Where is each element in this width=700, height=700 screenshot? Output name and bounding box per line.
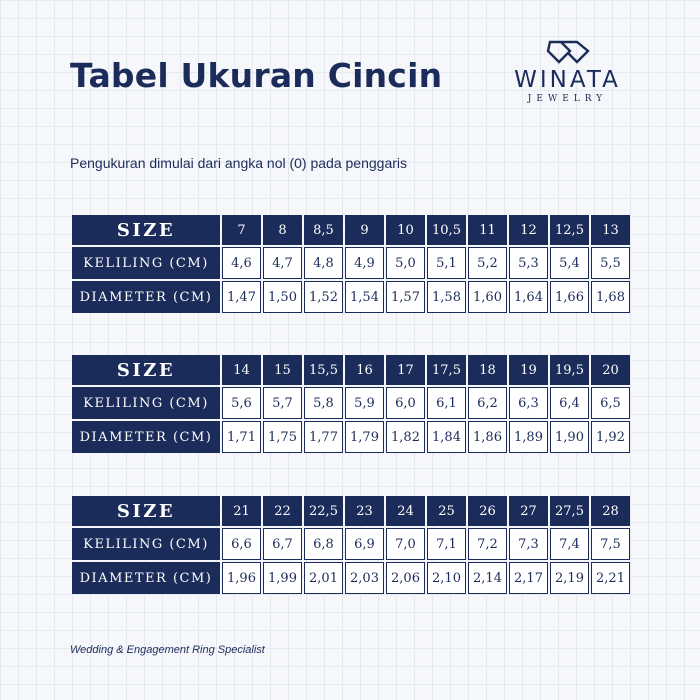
table-row-keliling bbox=[72, 387, 630, 419]
diameter-cell: 1,64 bbox=[509, 281, 548, 313]
row-header-size: SIZE bbox=[72, 355, 220, 385]
size-cell: 21 bbox=[222, 496, 261, 526]
diameter-cell: 2,17 bbox=[509, 562, 548, 594]
diameter-cell: 1,90 bbox=[550, 421, 589, 453]
row-header-size: SIZE bbox=[72, 215, 220, 245]
diameter-cell: 1,79 bbox=[345, 421, 384, 453]
table-row-size bbox=[72, 355, 630, 385]
row-header-diameter: DIAMETER (CM) bbox=[72, 562, 220, 594]
row-header-keliling: KELILING (CM) bbox=[72, 247, 220, 279]
diameter-cell: 1,58 bbox=[427, 281, 466, 313]
brand-name: WINATA bbox=[514, 67, 621, 93]
size-cell: 27 bbox=[509, 496, 548, 526]
diameter-cell: 2,19 bbox=[550, 562, 589, 594]
diameter-cell: 2,03 bbox=[345, 562, 384, 594]
tagline: Wedding & Engagement Ring Specialist bbox=[70, 644, 265, 656]
ring-size-table bbox=[70, 213, 632, 315]
keliling-cell: 5,7 bbox=[263, 387, 302, 419]
diameter-cell: 1,99 bbox=[263, 562, 302, 594]
keliling-cell: 5,2 bbox=[468, 247, 507, 279]
size-cell: 8,5 bbox=[304, 215, 343, 245]
size-cell: 17 bbox=[386, 355, 425, 385]
size-cell: 12 bbox=[509, 215, 548, 245]
diameter-cell: 1,57 bbox=[386, 281, 425, 313]
diameter-cell: 1,50 bbox=[263, 281, 302, 313]
size-cell: 17,5 bbox=[427, 355, 466, 385]
row-header-keliling: KELILING (CM) bbox=[72, 387, 220, 419]
ring-size-table bbox=[70, 353, 632, 455]
keliling-cell: 5,8 bbox=[304, 387, 343, 419]
diameter-cell: 1,92 bbox=[591, 421, 630, 453]
diameter-cell: 1,52 bbox=[304, 281, 343, 313]
keliling-cell: 4,8 bbox=[304, 247, 343, 279]
keliling-cell: 6,3 bbox=[509, 387, 548, 419]
brand-subtitle: JEWELRY bbox=[527, 94, 608, 104]
diameter-cell: 1,89 bbox=[509, 421, 548, 453]
keliling-cell: 4,7 bbox=[263, 247, 302, 279]
diameter-cell: 2,14 bbox=[468, 562, 507, 594]
size-cell: 7 bbox=[222, 215, 261, 245]
keliling-cell: 6,0 bbox=[386, 387, 425, 419]
keliling-cell: 7,1 bbox=[427, 528, 466, 560]
size-cell: 15,5 bbox=[304, 355, 343, 385]
keliling-cell: 6,1 bbox=[427, 387, 466, 419]
keliling-cell: 6,5 bbox=[591, 387, 630, 419]
diameter-cell: 1,71 bbox=[222, 421, 261, 453]
size-cell: 11 bbox=[468, 215, 507, 245]
diameter-cell: 1,66 bbox=[550, 281, 589, 313]
size-cell: 27,5 bbox=[550, 496, 589, 526]
size-cell: 14 bbox=[222, 355, 261, 385]
diameter-cell: 1,47 bbox=[222, 281, 261, 313]
row-header-diameter: DIAMETER (CM) bbox=[72, 421, 220, 453]
keliling-cell: 5,3 bbox=[509, 247, 548, 279]
ring-size-table bbox=[70, 494, 632, 596]
keliling-cell: 6,2 bbox=[468, 387, 507, 419]
diameter-cell: 1,75 bbox=[263, 421, 302, 453]
keliling-cell: 5,4 bbox=[550, 247, 589, 279]
keliling-cell: 5,9 bbox=[345, 387, 384, 419]
keliling-cell: 5,6 bbox=[222, 387, 261, 419]
size-cell: 19,5 bbox=[550, 355, 589, 385]
diameter-cell: 1,77 bbox=[304, 421, 343, 453]
diameter-cell: 1,68 bbox=[591, 281, 630, 313]
size-cell: 10,5 bbox=[427, 215, 466, 245]
diameter-cell: 1,96 bbox=[222, 562, 261, 594]
size-cell: 28 bbox=[591, 496, 630, 526]
keliling-cell: 5,1 bbox=[427, 247, 466, 279]
keliling-cell: 6,4 bbox=[550, 387, 589, 419]
row-header-size: SIZE bbox=[72, 496, 220, 526]
size-cell: 26 bbox=[468, 496, 507, 526]
diameter-cell: 2,01 bbox=[304, 562, 343, 594]
size-cell: 22,5 bbox=[304, 496, 343, 526]
diameter-cell: 1,60 bbox=[468, 281, 507, 313]
diameter-cell: 2,10 bbox=[427, 562, 466, 594]
size-cell: 16 bbox=[345, 355, 384, 385]
size-cell: 18 bbox=[468, 355, 507, 385]
row-header-diameter: DIAMETER (CM) bbox=[72, 281, 220, 313]
size-cell: 13 bbox=[591, 215, 630, 245]
keliling-cell: 6,9 bbox=[345, 528, 384, 560]
keliling-cell: 7,5 bbox=[591, 528, 630, 560]
keliling-cell: 7,2 bbox=[468, 528, 507, 560]
size-cell: 15 bbox=[263, 355, 302, 385]
diameter-cell: 1,54 bbox=[345, 281, 384, 313]
table-row-keliling bbox=[72, 247, 630, 279]
keliling-cell: 4,6 bbox=[222, 247, 261, 279]
measurement-note: Pengukuran dimulai dari angka nol (0) pada penggaris bbox=[70, 155, 407, 171]
keliling-cell: 6,8 bbox=[304, 528, 343, 560]
diameter-cell: 2,06 bbox=[386, 562, 425, 594]
brand-logo bbox=[505, 38, 630, 104]
table-row-diameter bbox=[72, 562, 630, 594]
diamond-logo-icon bbox=[546, 38, 590, 64]
keliling-cell: 7,3 bbox=[509, 528, 548, 560]
keliling-cell: 6,7 bbox=[263, 528, 302, 560]
table-row-diameter bbox=[72, 281, 630, 313]
keliling-cell: 7,0 bbox=[386, 528, 425, 560]
keliling-cell: 5,0 bbox=[386, 247, 425, 279]
table-row-size bbox=[72, 496, 630, 526]
size-cell: 8 bbox=[263, 215, 302, 245]
keliling-cell: 7,4 bbox=[550, 528, 589, 560]
size-cell: 22 bbox=[263, 496, 302, 526]
size-cell: 20 bbox=[591, 355, 630, 385]
size-cell: 24 bbox=[386, 496, 425, 526]
diameter-cell: 2,21 bbox=[591, 562, 630, 594]
table-row-keliling bbox=[72, 528, 630, 560]
size-cell: 19 bbox=[509, 355, 548, 385]
size-cell: 12,5 bbox=[550, 215, 589, 245]
diameter-cell: 1,82 bbox=[386, 421, 425, 453]
size-cell: 10 bbox=[386, 215, 425, 245]
size-cell: 9 bbox=[345, 215, 384, 245]
size-cell: 25 bbox=[427, 496, 466, 526]
table-row-diameter bbox=[72, 421, 630, 453]
page-title: Tabel Ukuran Cincin bbox=[70, 56, 443, 95]
keliling-cell: 4,9 bbox=[345, 247, 384, 279]
diameter-cell: 1,84 bbox=[427, 421, 466, 453]
row-header-keliling: KELILING (CM) bbox=[72, 528, 220, 560]
size-cell: 23 bbox=[345, 496, 384, 526]
keliling-cell: 5,5 bbox=[591, 247, 630, 279]
diameter-cell: 1,86 bbox=[468, 421, 507, 453]
keliling-cell: 6,6 bbox=[222, 528, 261, 560]
table-row-size bbox=[72, 215, 630, 245]
